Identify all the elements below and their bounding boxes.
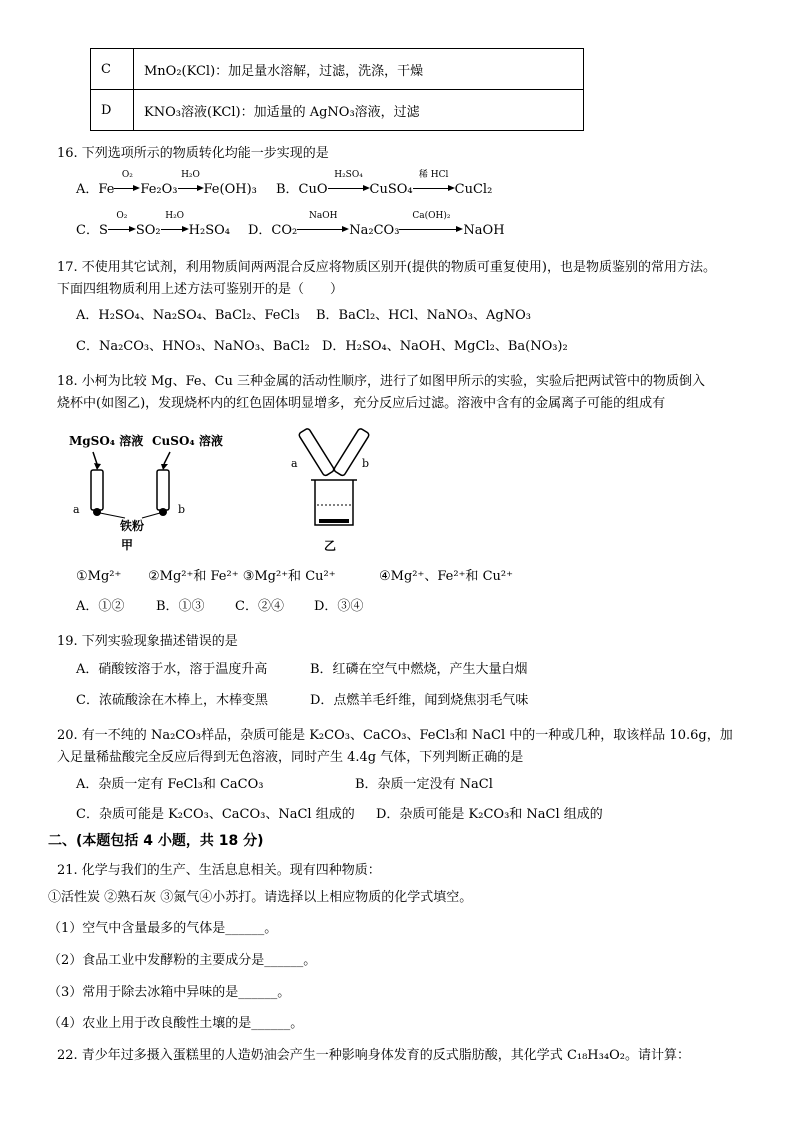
option-text: H₂SO₄ (188, 223, 230, 238)
option-text: C．S (76, 223, 108, 238)
option-text: A．Fe (76, 182, 115, 197)
q17-option-d: D．H₂SO₄、NaOH、MgCl₂、Ba(NO₃)₂ (322, 339, 568, 354)
section-heading: 二、(本题包括 4 小题，共 18 分) (48, 833, 264, 849)
q21-sub-3: （3）常用于除去冰箱中异味的是______。 (48, 985, 291, 1000)
q20-option-b: B．杂质一定没有 NaCl (355, 777, 493, 792)
label-a: a (73, 503, 80, 516)
q16-stem: 16. 下列选项所示的物质转化均能一步实现的是 (57, 146, 329, 161)
q19-option-d: D．点燃羊毛纤维，闻到烧焦羽毛气味 (310, 693, 529, 708)
q20-option-d: D．杂质可能是 K₂CO₃和 NaCl 组成的 (376, 807, 603, 822)
q16-option-c (76, 211, 230, 240)
q19-option-a: A．硝酸铵溶于水，溶于温度升高 (76, 662, 268, 677)
q21-sub-4: （4）农业上用于改良酸性土壤的是______。 (48, 1016, 304, 1031)
label-a: a (291, 457, 298, 470)
reaction-arrow: H₂O (161, 222, 189, 240)
label-b: b (178, 503, 186, 516)
table-row (91, 49, 584, 90)
q18-line1: 18. 小柯为比较 Mg、Fe、Cu 三种金属的活动性顺序，进行了如图甲所示的实验，实验后把两试管中的物质倒入 (57, 374, 706, 389)
option-text: CuSO₄ (369, 182, 413, 197)
reaction-arrow: H₂SO₄ (328, 181, 370, 199)
option-text: B．CuO (276, 182, 328, 197)
q20-option-c: C．杂质可能是 K₂CO₃、CaCO₃、NaCl 组成的 (76, 807, 355, 822)
q18-option-a: A．①② (76, 599, 125, 614)
q16-option-a (76, 170, 257, 199)
option-text: SO₂ (135, 223, 161, 238)
label-yi: 乙 (324, 539, 337, 553)
option-text: NaOH (463, 223, 505, 238)
q20-line1: 20. 有一不纯的 Na₂CO₃样品，杂质可能是 K₂CO₃、CaCO₃、FeCl₃和 NaCl 中的一种或几种，取该样品 10.6g，加 (57, 728, 733, 743)
q18-option-b: B．①③ (156, 599, 205, 614)
option-text: CuCl₂ (454, 182, 493, 197)
q21-sub-2: （2）食品工业中发酵粉的主要成分是______。 (48, 953, 317, 968)
reaction-arrow: 稀 HCl (413, 181, 455, 199)
q18-line2: 烧杯中(如图乙)，发现烧杯内的红色固体明显增多，充分反应后过滤。溶液中含有的金属离子可能的组成有 (57, 396, 666, 411)
reaction-arrow: O₂ (114, 181, 140, 199)
q18-combo-1: ①Mg²⁺ (76, 569, 122, 584)
beaker-figure (295, 425, 375, 535)
q17-line2: 下面四组物质利用上述方法可鉴别开的是（ ） (57, 282, 344, 297)
reaction-arrow: H₂O (178, 181, 204, 199)
label-cuso4: CuSO₄ 溶液 (152, 434, 223, 448)
q18-combo-4: ④Mg²⁺、Fe²⁺和 Cu²⁺ (379, 569, 513, 584)
q21-line1: 21. 化学与我们的生产、生活息息相关。现有四种物质： (57, 863, 381, 878)
q21-line2: ①活性炭 ②熟石灰 ③氮气④小苏打。请选择以上相应物质的化学式填空。 (48, 890, 473, 905)
q17-option-b: B．BaCl₂、HCl、NaNO₃、AgNO₃ (316, 308, 531, 323)
options-table (90, 48, 584, 131)
test-tubes-figure (60, 440, 210, 530)
label-mgso4: MgSO₄ 溶液 (69, 434, 144, 448)
q17-option-a: A．H₂SO₄、Na₂SO₄、BaCl₂、FeCl₃ (76, 308, 300, 323)
option-text: Na₂CO₃ (349, 223, 400, 238)
q21-sub-1: （1）空气中含量最多的气体是______。 (48, 921, 278, 936)
q22-line1: 22. 青少年过多摄入蛋糕里的人造奶油会产生一种影响身体发育的反式脂肪酸，其化学式 C₁₈H₃₄O₂。请计算： (57, 1048, 690, 1063)
reaction-arrow: Ca(OH)₂ (399, 222, 463, 240)
q18-option-d: D．③④ (314, 599, 364, 614)
q20-option-a: A．杂质一定有 FeCl₃和 CaCO₃ (76, 777, 264, 792)
q17-line1: 17. 不使用其它试剂，利用物质间两两混合反应将物质区别开(提供的物质可重复使用)，也是物质鉴别的常用方法。 (57, 260, 716, 275)
label-jia: 甲 (121, 538, 134, 552)
row-text: MnO₂(KCl)：加足量水溶解，过滤，洗涤，干燥 (134, 49, 584, 90)
reaction-arrow: NaOH (297, 222, 349, 240)
reaction-arrow: O₂ (108, 222, 136, 240)
option-text: Fe(OH)₃ (203, 182, 257, 197)
option-text: Fe₂O₃ (140, 182, 178, 197)
row-key: C (91, 49, 134, 90)
label-iron-powder: 铁粉 (120, 519, 145, 533)
q19-stem: 19. 下列实验现象描述错误的是 (57, 634, 238, 649)
q19-option-b: B．红磷在空气中燃烧，产生大量白烟 (310, 662, 528, 677)
q16-option-d (248, 211, 505, 240)
table-row (91, 90, 584, 131)
q19-option-c: C．浓硫酸涂在木棒上，木棒变黑 (76, 693, 268, 708)
row-text: KNO₃溶液(KCl)：加适量的 AgNO₃溶液，过滤 (134, 90, 584, 131)
q20-line2: 入足量稀盐酸完全反应后得到无色溶液，同时产生 4.4g 气体，下列判断正确的是 (57, 750, 524, 765)
label-b: b (362, 457, 370, 470)
q18-option-c: C．②④ (235, 599, 284, 614)
q17-option-c: C．Na₂CO₃、HNO₃、NaNO₃、BaCl₂ (76, 339, 310, 354)
q16-option-b (276, 170, 493, 199)
row-key: D (91, 90, 134, 131)
option-text: D．CO₂ (248, 223, 298, 238)
q18-combo-2-3: ②Mg²⁺和 Fe²⁺ ③Mg²⁺和 Cu²⁺ (148, 569, 336, 584)
